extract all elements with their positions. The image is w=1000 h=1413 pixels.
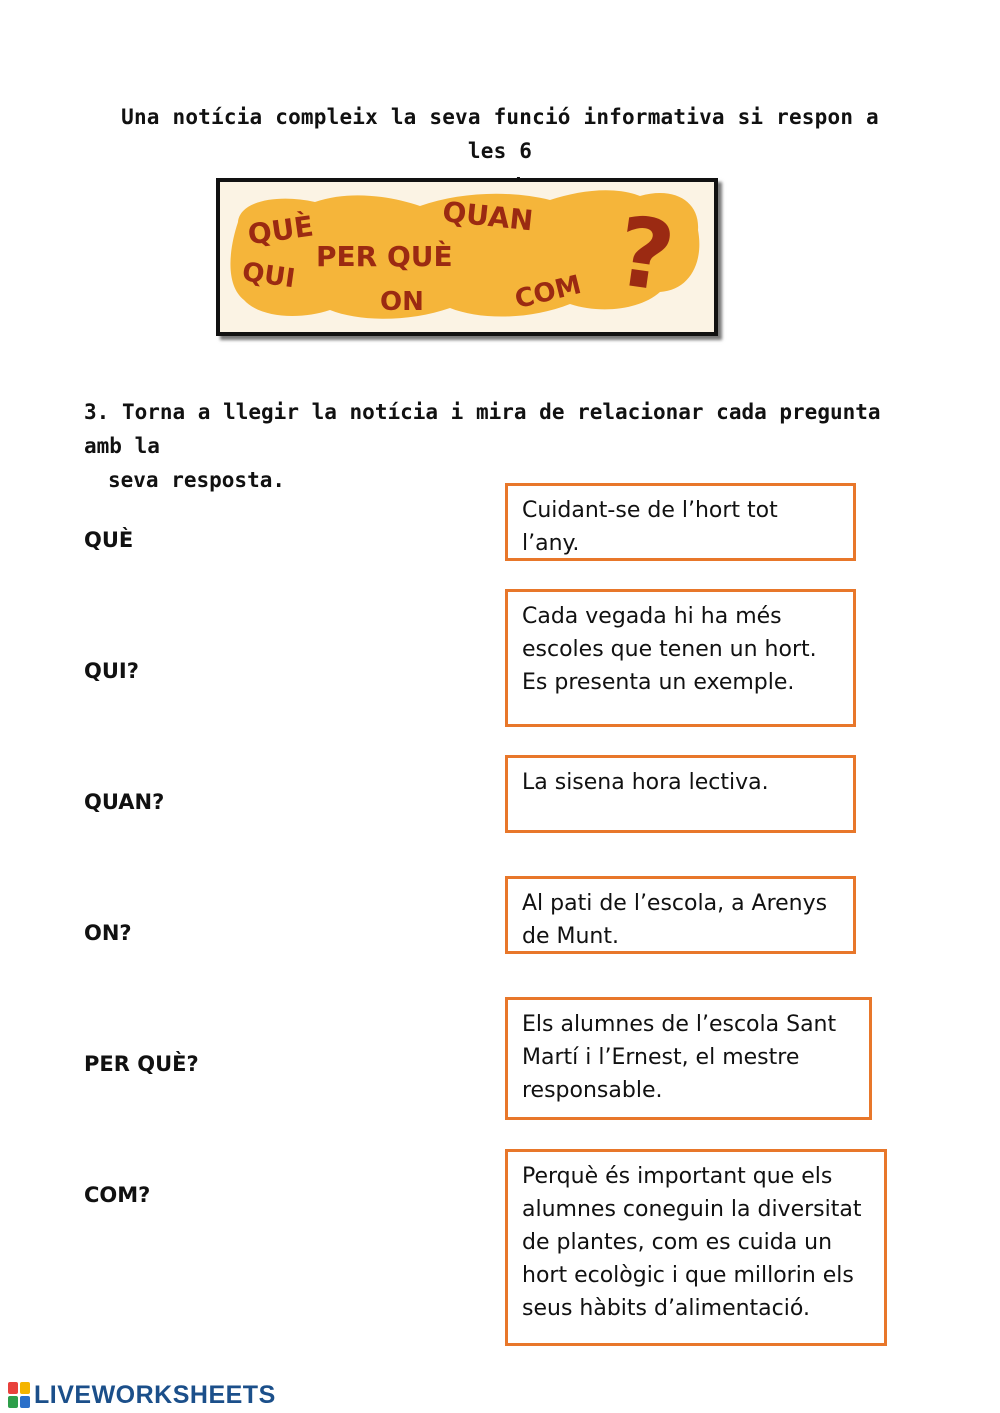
exercise-instruction — [84, 395, 884, 497]
banner-word-com: COM — [511, 269, 585, 316]
answer-box[interactable]: Els alumnes de l’escola Sant Martí i l’Ernest, el mestre responsable. — [505, 997, 872, 1120]
banner-graphic — [220, 182, 714, 332]
question-label: QUÈ — [84, 528, 134, 552]
question-label: ON? — [84, 921, 132, 945]
footer-brand — [8, 1378, 276, 1412]
banner-word-on: ON — [380, 287, 424, 317]
exercise-number: 3. — [84, 400, 110, 424]
question-label: COM? — [84, 1183, 151, 1207]
banner-word-quan: QUAN — [440, 195, 535, 238]
answer-box[interactable]: Al pati de l’escola, a Arenys de Munt. — [505, 876, 856, 954]
exercise-line-1: Torna a llegir la notícia i mira de relacionar cada pregunta amb la — [84, 400, 881, 458]
question-label: QUI? — [84, 659, 139, 683]
intro-line-1: Una notícia compleix la seva funció informativa si respon a les 6 — [121, 105, 879, 163]
answer-box[interactable]: La sisena hora lectiva. — [505, 755, 856, 833]
liveworksheets-logo-icon — [8, 1382, 30, 1408]
brand-name: LIVEWORKSHEETS — [34, 1380, 276, 1409]
question-label: PER QUÈ? — [84, 1052, 199, 1076]
question-label: QUAN? — [84, 790, 165, 814]
answer-box[interactable]: Cada vegada hi ha més escoles que tenen un hort. Es presenta un exemple. — [505, 589, 856, 727]
questions-banner — [216, 178, 718, 336]
exercise-line-2: seva resposta. — [108, 468, 286, 492]
answer-box[interactable]: Perquè és important que els alumnes coneguin la diversitat de plantes, com es cuida un hort ecològic i que millorin els seus hàbits d’alimentació. — [505, 1149, 887, 1346]
banner-word-que: QUÈ — [245, 209, 316, 252]
banner-word-per-que: PER QUÈ — [316, 240, 453, 273]
banner-word-qui: QUI — [240, 257, 297, 295]
answer-box[interactable]: Cuidant-se de l’hort tot l’any. — [505, 483, 856, 561]
question-mark-icon: ? — [610, 195, 681, 314]
